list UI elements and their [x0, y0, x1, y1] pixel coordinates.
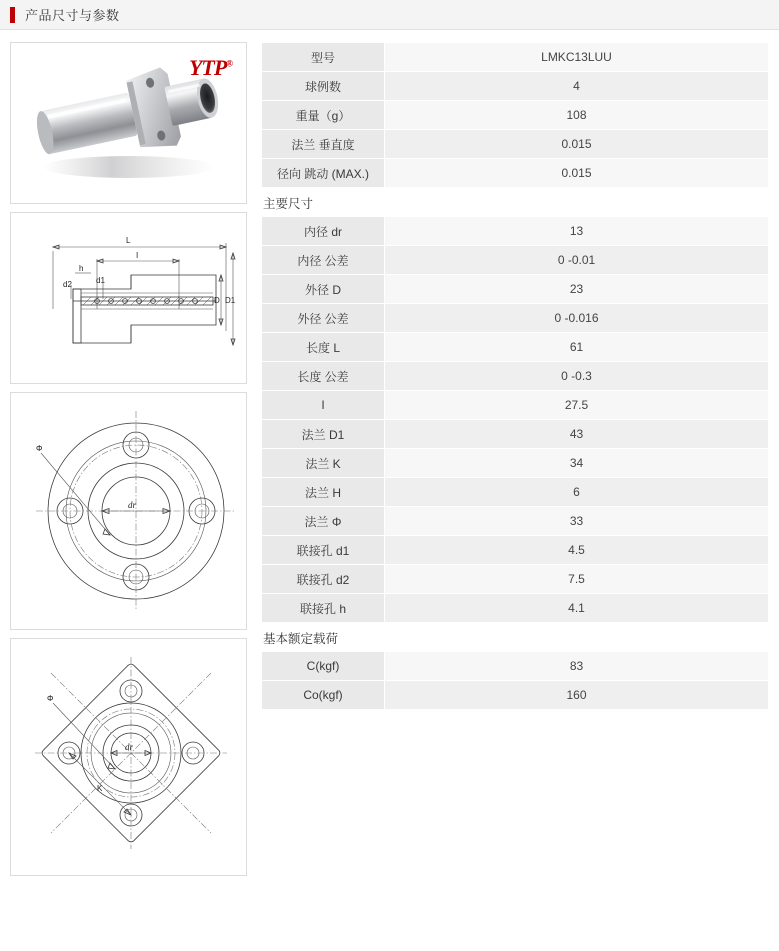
row-value: 0 -0.016 [385, 304, 769, 333]
table-row [262, 536, 769, 565]
table-row [262, 130, 769, 159]
table-row [262, 391, 769, 420]
svg-text:d1: d1 [96, 276, 105, 285]
tables-column [261, 42, 769, 884]
table-row [262, 449, 769, 478]
row-label: 外径 公差 [262, 304, 385, 333]
table-row [262, 304, 769, 333]
dimensions-section-label: 主要尺寸 [263, 197, 314, 211]
row-label: 外径 D [262, 275, 385, 304]
table-row [262, 275, 769, 304]
table-row [262, 43, 769, 72]
row-value: 160 [385, 681, 769, 710]
row-value: 43 [385, 420, 769, 449]
svg-text:I: I [136, 251, 139, 260]
row-label: 法兰 Φ [262, 507, 385, 536]
row-label: 长度 公差 [262, 362, 385, 391]
row-value: 33 [385, 507, 769, 536]
row-label: 联接孔 d1 [262, 536, 385, 565]
row-label: 型号 [262, 43, 385, 72]
row-value: 4.1 [385, 594, 769, 623]
table-row [262, 362, 769, 391]
brand-name: YTP [188, 55, 227, 80]
row-label: 内径 dr [262, 217, 385, 246]
table-row [262, 72, 769, 101]
table-row [262, 420, 769, 449]
row-value: 6 [385, 478, 769, 507]
table-row [262, 507, 769, 536]
table-row [262, 246, 769, 275]
row-value: 0.015 [385, 159, 769, 188]
row-label: 内径 公差 [262, 246, 385, 275]
row-label: C(kgf) [262, 652, 385, 681]
row-label: 联接孔 h [262, 594, 385, 623]
svg-text:Φ: Φ [36, 444, 43, 453]
row-value: 61 [385, 333, 769, 362]
header-accent-bar [10, 7, 15, 23]
row-label: I [262, 391, 385, 420]
rotated-view-drawing [10, 638, 247, 876]
svg-text:K: K [97, 784, 103, 793]
row-label: 法兰 H [262, 478, 385, 507]
row-label: 径向 跳动 (MAX.) [262, 159, 385, 188]
svg-text:D1: D1 [225, 296, 236, 305]
figures-column [10, 42, 247, 884]
page-header [0, 0, 779, 30]
table-row [262, 594, 769, 623]
row-value: LMKC13LUU [385, 43, 769, 72]
table-row [262, 217, 769, 246]
load-section-label: 基本额定载荷 [263, 632, 339, 646]
brand-mark: ® [226, 58, 232, 69]
table-row [262, 565, 769, 594]
row-label: 联接孔 d2 [262, 565, 385, 594]
main-spec-table [261, 42, 769, 188]
svg-text:Φ: Φ [47, 694, 54, 703]
table-row [262, 681, 769, 710]
row-value: 27.5 [385, 391, 769, 420]
page-title: 产品尺寸与参数 [25, 8, 120, 23]
table-row [262, 478, 769, 507]
table-row [262, 652, 769, 681]
row-value: 34 [385, 449, 769, 478]
front-view-drawing [10, 392, 247, 630]
row-value: 23 [385, 275, 769, 304]
row-value: 4 [385, 72, 769, 101]
row-value: 4.5 [385, 536, 769, 565]
row-value: 83 [385, 652, 769, 681]
row-value: 13 [385, 217, 769, 246]
svg-text:D: D [214, 296, 220, 305]
brand-logo [189, 55, 232, 81]
row-label: 重量（g） [262, 101, 385, 130]
dimensions-table [261, 216, 769, 623]
svg-text:h: h [79, 264, 84, 273]
row-value: 108 [385, 101, 769, 130]
row-label: 长度 L [262, 333, 385, 362]
page-content [0, 30, 779, 894]
row-value: 0.015 [385, 130, 769, 159]
table-row [262, 101, 769, 130]
row-label: 法兰 D1 [262, 420, 385, 449]
table-row [262, 333, 769, 362]
section-drawing [10, 212, 247, 384]
row-value: 7.5 [385, 565, 769, 594]
row-label: Co(kgf) [262, 681, 385, 710]
row-value: 0 -0.3 [385, 362, 769, 391]
product-photo [10, 42, 247, 204]
svg-text:d2: d2 [63, 280, 72, 289]
svg-text:L: L [126, 236, 131, 245]
row-value: 0 -0.01 [385, 246, 769, 275]
table-row [262, 159, 769, 188]
load-rating-table [261, 651, 769, 710]
row-label: 法兰 K [262, 449, 385, 478]
svg-text:dr: dr [128, 500, 137, 510]
svg-text:dr: dr [125, 742, 134, 752]
row-label: 法兰 垂直度 [262, 130, 385, 159]
row-label: 球例数 [262, 72, 385, 101]
